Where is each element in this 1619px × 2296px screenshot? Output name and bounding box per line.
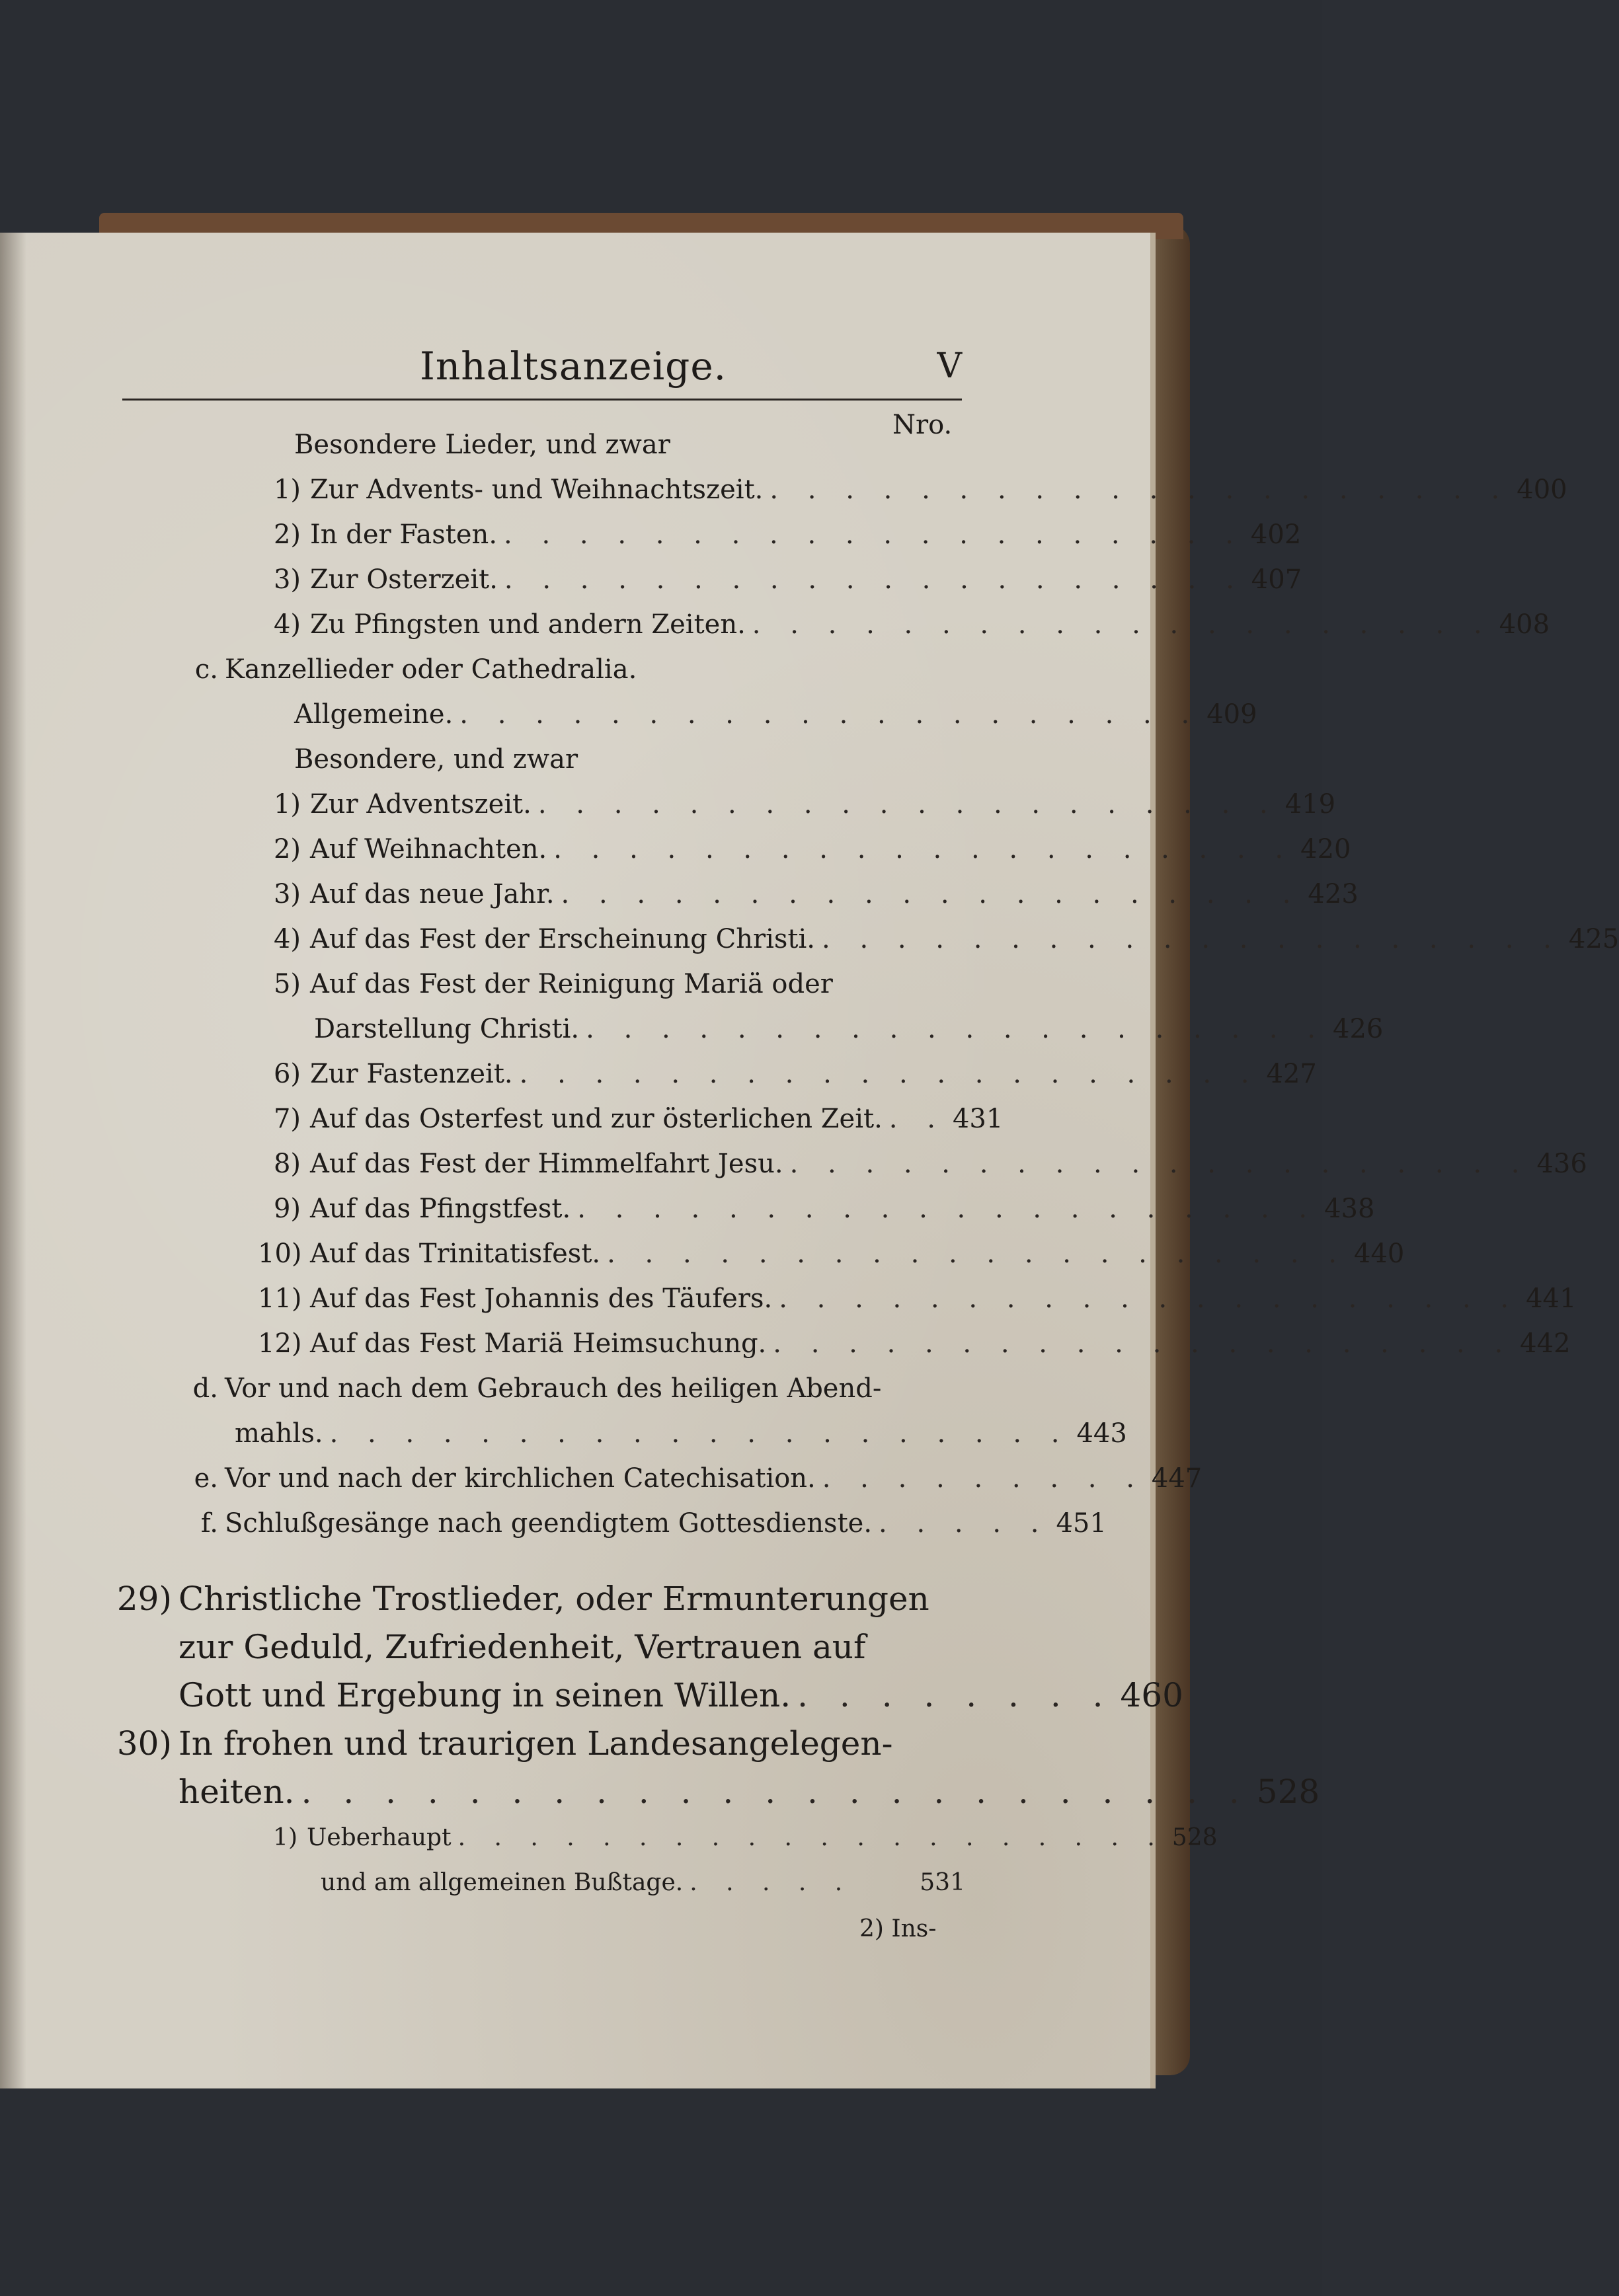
toc-entry (0, 1824, 1218, 1868)
entry-number: 3) (273, 564, 301, 595)
entry-number: 1) (273, 1824, 297, 1851)
section-number: 29) (116, 1580, 172, 1618)
toc-entry (0, 654, 965, 698)
toc-entry (0, 430, 965, 473)
page-title: Inhaltsanzeige. (420, 344, 727, 389)
catchword-line (0, 1915, 965, 1959)
entry-text: Vor und nach dem Gebrauch des heiligen Abend- (225, 1373, 882, 1404)
toc-entry (0, 969, 965, 1013)
column-label-nro: Nro. (892, 410, 953, 440)
entry-text: Ueberhaupt (307, 1824, 452, 1851)
entry-number: 1) (273, 789, 301, 820)
toc-entry (0, 789, 1336, 833)
leader-dots: . . . . . . . . . . . . . . . . . . . . (504, 564, 1245, 595)
leader-dots: . . . . . . . . . (822, 1463, 1145, 1494)
leader-dots: . . . . . . . . . . . . . . . . . . . . (329, 1418, 1070, 1449)
leader-dots: . . . . . . . . . . . . . . . . . . . . (752, 609, 1493, 640)
leader-dots: . . . . . . . . . . . . . . . . . . . . (519, 1059, 1260, 1089)
entry-text: Zur Osterzeit. (310, 564, 498, 595)
entry-text: Kanzellieder oder Cathedralia. (225, 654, 637, 685)
entry-page: 436 (1536, 1149, 1587, 1179)
entry-text: Vor und nach der kirchlichen Catechisation. (225, 1463, 816, 1494)
leader-dots: . . . . . . . . . . . . . . . . . . . . (773, 1328, 1514, 1359)
entry-page: 425 (1568, 924, 1619, 954)
entry-page: 442 (1520, 1328, 1571, 1359)
entry-number: 2) (273, 519, 301, 550)
entry-page: 426 (1333, 1014, 1384, 1044)
catchword: 2) Ins- (859, 1915, 937, 1942)
entry-text: Zu Pfingsten und andern Zeiten. (310, 609, 746, 640)
entry-page: 443 (1076, 1418, 1127, 1449)
leader-dots: . . . . . . . . . . . . . . . . . . . . (779, 1283, 1520, 1314)
entry-number: 7) (273, 1104, 301, 1134)
section-number: 30) (116, 1724, 172, 1763)
section-text: Gott und Ergebung in seinen Willen. (178, 1676, 791, 1714)
entry-page: 408 (1499, 609, 1550, 640)
entry-text: Zur Advents- und Weihnachtszeit. (310, 475, 764, 505)
entry-number: 1) (273, 475, 301, 505)
toc-entry (0, 1418, 1127, 1462)
entry-number: 4) (273, 609, 301, 640)
toc-entry (0, 1869, 965, 1913)
toc-section (0, 1580, 965, 1631)
toc-entry (0, 1508, 1107, 1552)
entry-text: mahls. (235, 1418, 323, 1449)
toc-entry (0, 1283, 1577, 1327)
toc-entry (0, 699, 1257, 743)
entry-number: 2) (273, 834, 301, 864)
toc-entry (0, 1194, 1375, 1237)
entry-text: und am allgemeinen Bußtage. (321, 1869, 684, 1896)
leader-dots: . . . . . . . . . . . . . . . . . . . . (822, 924, 1562, 954)
toc-entry (0, 879, 1359, 923)
entry-page: 451 (1056, 1508, 1107, 1539)
toc-entry (0, 1149, 1587, 1192)
entry-text: Besondere, und zwar (294, 744, 578, 775)
leader-dots: . . . . . . . . . . . . . . . . . . . . (607, 1239, 1348, 1269)
leader-dots: . . . . . (690, 1869, 853, 1896)
entry-text: In der Fasten. (310, 519, 498, 550)
entry-text: Auf das Osterfest und zur österlichen Zeit. (310, 1104, 883, 1134)
leader-dots: . . . . . . . . . . . . . . . . . . . . (586, 1014, 1327, 1044)
toc-entry (0, 1239, 1405, 1282)
toc-entry (0, 1373, 965, 1417)
entry-page: 419 (1284, 789, 1336, 820)
entry-number: 6) (273, 1059, 301, 1089)
entry-number: d. (192, 1373, 218, 1404)
leader-dots: . . . . . . . . (797, 1676, 1114, 1714)
toc-entry (0, 1328, 1571, 1372)
entry-text: Zur Fastenzeit. (310, 1059, 513, 1089)
entry-page: 423 (1308, 879, 1359, 909)
entry-text: Schlußgesänge nach geendigtem Gottesdienste. (225, 1508, 873, 1539)
toc-entry (0, 1059, 1317, 1102)
entry-page: 407 (1251, 564, 1302, 595)
leader-dots: . . . . . (879, 1508, 1050, 1539)
toc-entry (0, 1104, 1004, 1147)
toc-entry (0, 744, 965, 788)
entry-page: 440 (1354, 1239, 1405, 1269)
entry-text: Auf das Fest der Erscheinung Christi. (310, 924, 816, 954)
entry-text: Auf das Trinitatisfest. (310, 1239, 601, 1269)
entry-number: e. (194, 1463, 218, 1494)
toc-entry (0, 609, 1550, 653)
leader-dots: . . . . . . . . . . . . . . . . . . . . (789, 1149, 1530, 1179)
toc-entry (0, 519, 1302, 563)
toc-section (0, 1724, 965, 1776)
entry-text: Darstellung Christi. (314, 1014, 580, 1044)
section-text: Christliche Trostlieder, oder Ermunterungen (178, 1580, 929, 1618)
entry-text: Allgemeine. (294, 699, 454, 730)
leader-dots: . . . . . . . . . . . . . . . . . . . . (553, 834, 1294, 864)
section-text: heiten. (178, 1773, 295, 1811)
toc-section (0, 1628, 965, 1679)
entry-page: 400 (1517, 475, 1567, 505)
entry-text: Auf das Fest Johannis des Täufers. (310, 1283, 773, 1314)
entry-page: 427 (1266, 1059, 1317, 1089)
entry-number: f. (200, 1508, 218, 1539)
page-number: V (937, 346, 962, 386)
entry-text: Auf das neue Jahr. (310, 879, 555, 909)
section-page: 460 (1120, 1676, 1183, 1714)
entry-page: 420 (1300, 834, 1351, 864)
entry-number: 3) (273, 879, 301, 909)
toc-entry (0, 1463, 1203, 1507)
entry-page: 431 (952, 1104, 1004, 1134)
leader-dots: . . . . . . . . . . . . . . . . . . . . . . . (301, 1773, 1250, 1811)
leader-dots: . . . . . . . . . . . . . . . . . . . . (459, 699, 1201, 730)
entry-number: 5) (273, 969, 301, 999)
entry-page: 531 (920, 1869, 965, 1896)
leader-dots: . . . . . . . . . . . . . . . . . . . . (457, 1824, 1165, 1851)
leader-dots: . . . . . . . . . . . . . . . . . . . . (770, 475, 1511, 505)
entry-number: 10) (258, 1239, 302, 1269)
section-page: 528 (1256, 1773, 1320, 1811)
entry-text: Auf Weihnachten. (310, 834, 547, 864)
entry-text: Auf das Fest der Himmelfahrt Jesu. (310, 1149, 783, 1179)
entry-page: 447 (1151, 1463, 1203, 1494)
entry-number: 4) (273, 924, 301, 954)
toc-entry (0, 564, 1302, 608)
toc-entry (0, 834, 1351, 878)
toc-entry (0, 475, 1567, 518)
entry-page: 441 (1526, 1283, 1577, 1314)
section-text: In frohen und traurigen Landesangelegen- (178, 1724, 893, 1763)
entry-number: 9) (273, 1194, 301, 1224)
entry-text: Auf das Fest der Reinigung Mariä oder (310, 969, 833, 999)
entry-text: Auf das Pfingstfest. (310, 1194, 571, 1224)
entry-page: 438 (1324, 1194, 1375, 1224)
toc-section (0, 1773, 1320, 1824)
section-text: zur Geduld, Zufriedenheit, Vertrauen auf (178, 1628, 866, 1666)
entry-text: Zur Adventszeit. (310, 789, 532, 820)
toc-section (0, 1676, 1183, 1728)
entry-page: 528 (1171, 1824, 1218, 1851)
leader-dots: . . . . . . . . . . . . . . . . . . . . (561, 879, 1302, 909)
entry-page: 409 (1206, 699, 1257, 730)
leader-dots: . . (888, 1104, 946, 1134)
toc-entry (0, 924, 1619, 968)
entry-text: Auf das Fest Mariä Heimsuchung. (310, 1328, 767, 1359)
entry-page: 402 (1250, 519, 1302, 550)
toc-entry (0, 1014, 1384, 1057)
entry-number: 11) (258, 1283, 302, 1314)
entry-number: c. (194, 654, 218, 685)
leader-dots: . . . . . . . . . . . . . . . . . . . . (504, 519, 1244, 550)
leader-dots: . . . . . . . . . . . . . . . . . . . . (537, 789, 1279, 820)
entry-number: 8) (273, 1149, 301, 1179)
entry-number: 12) (258, 1328, 302, 1359)
entry-text: Besondere Lieder, und zwar (294, 430, 670, 460)
leader-dots: . . . . . . . . . . . . . . . . . . . . (577, 1194, 1318, 1224)
